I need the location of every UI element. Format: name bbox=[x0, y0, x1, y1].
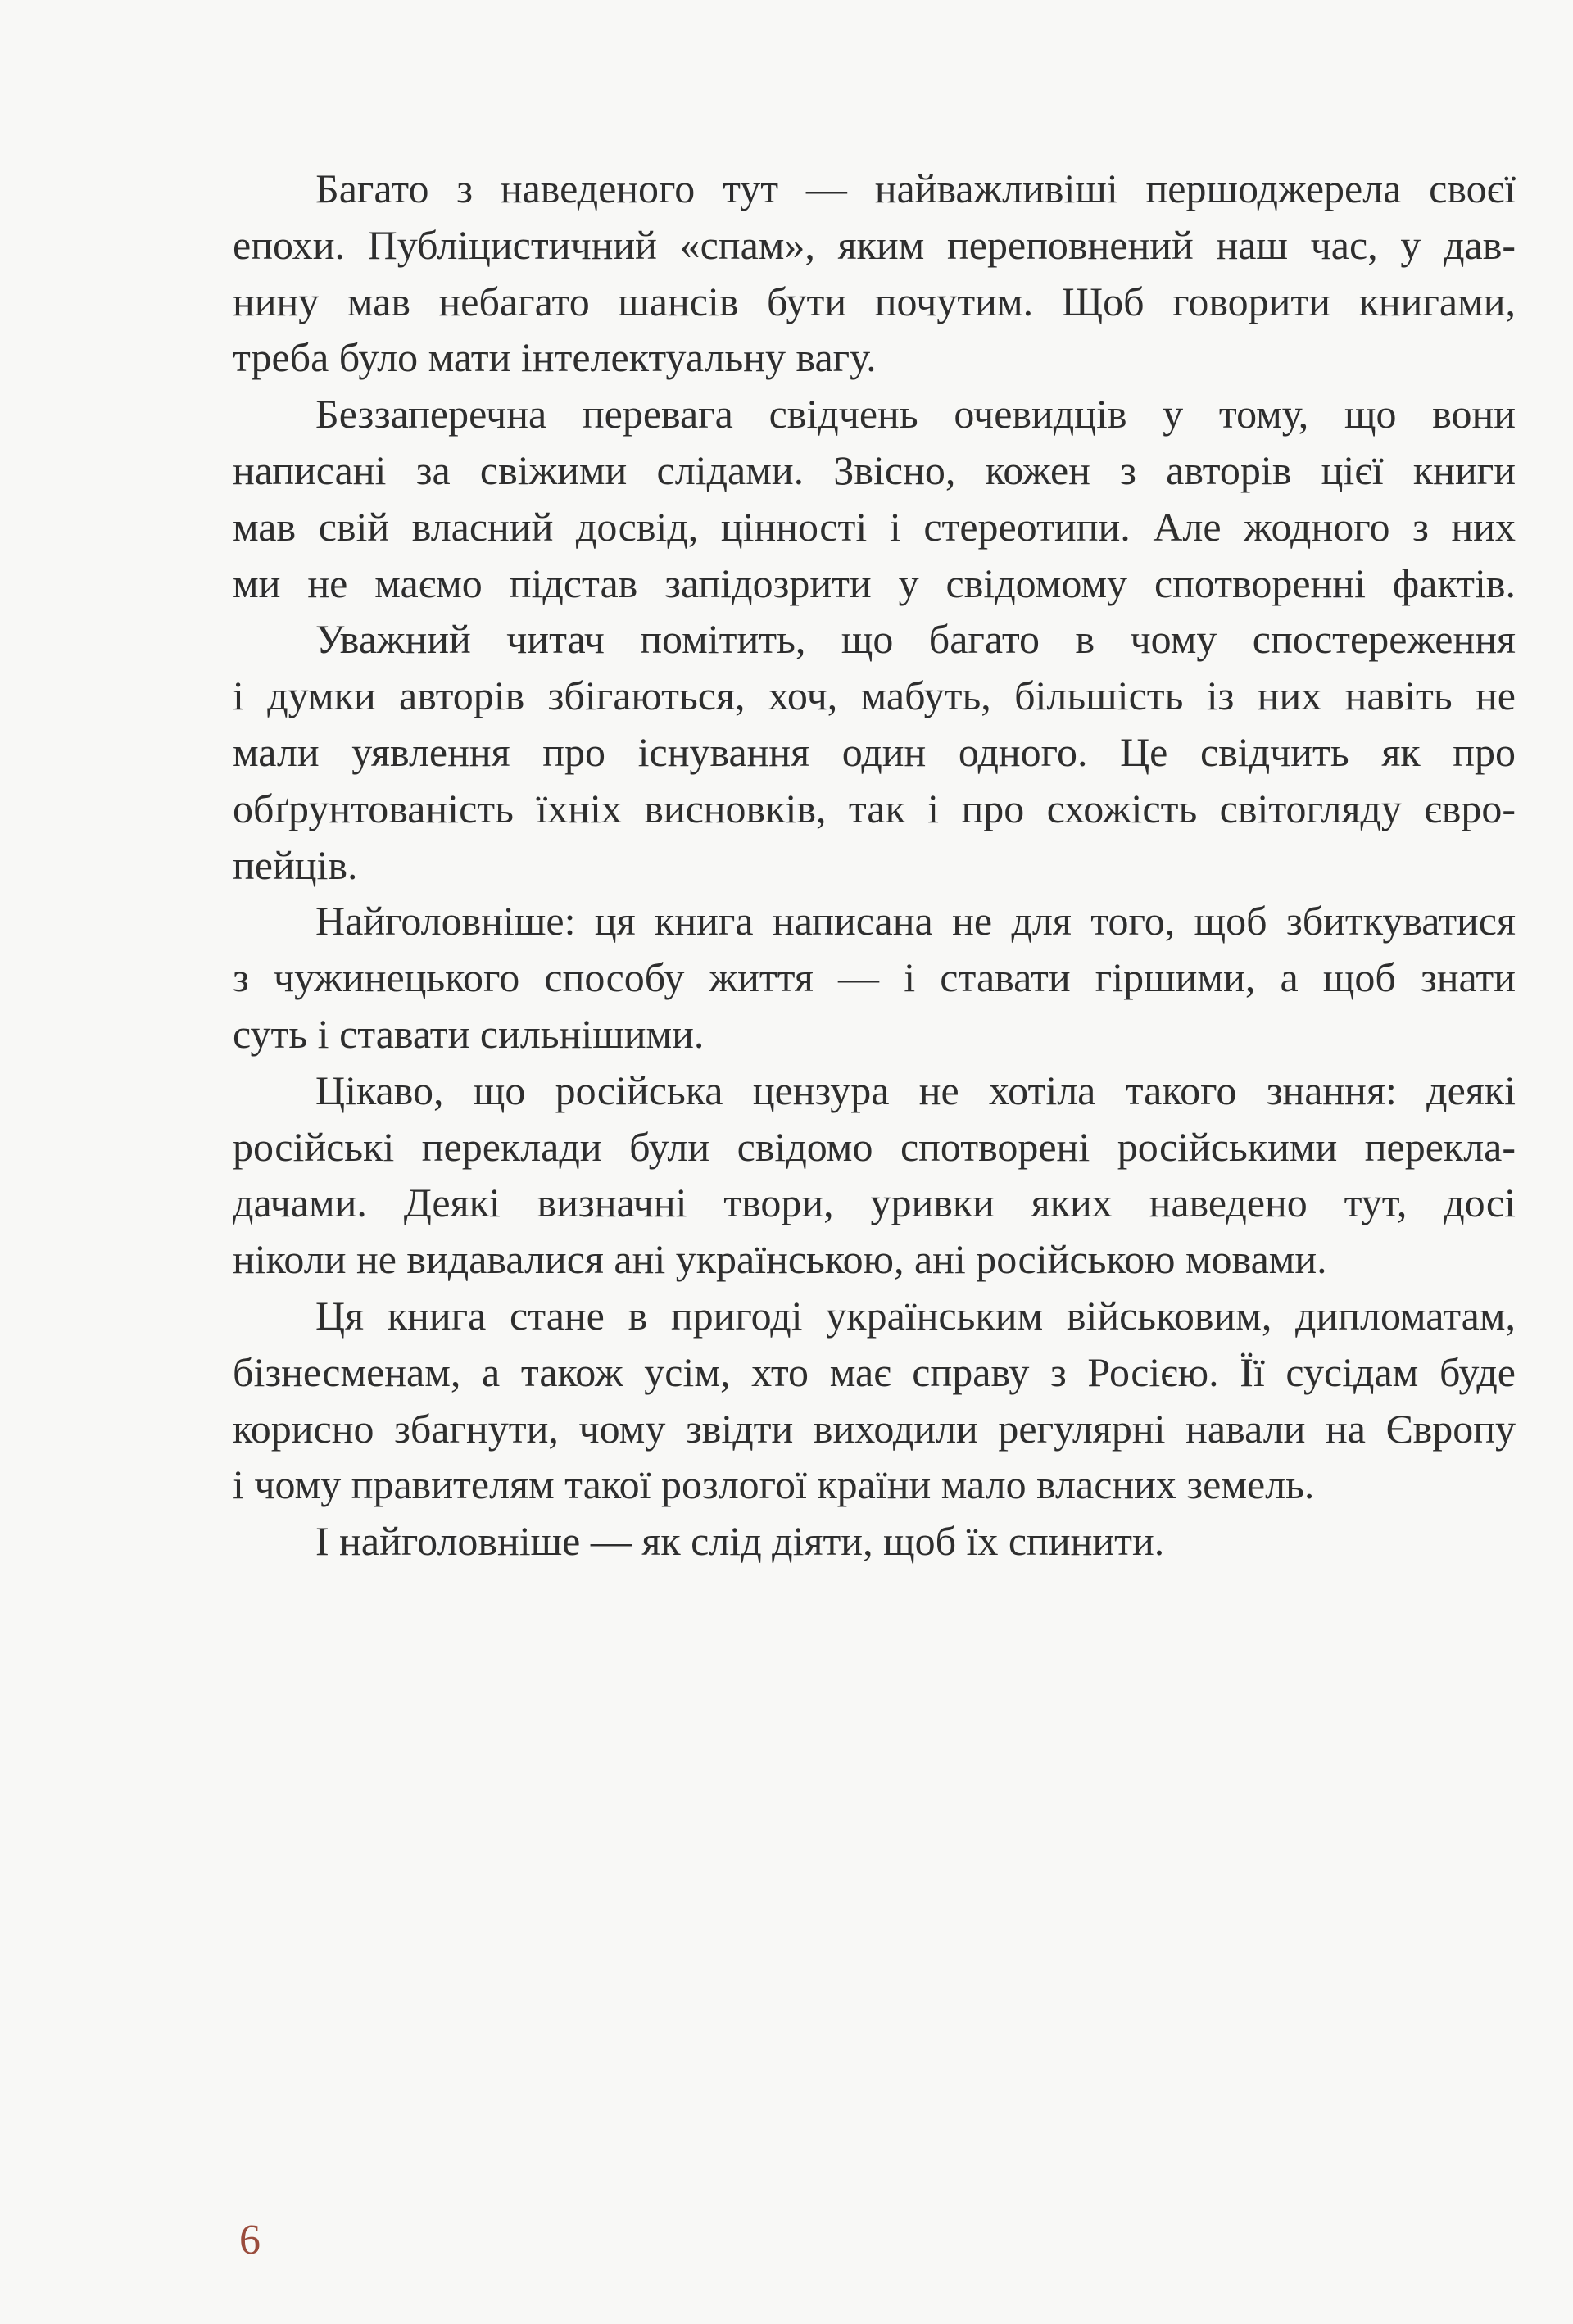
text-line: і чому правителям такої розлогої країни мало власних земель. bbox=[233, 1461, 1315, 1508]
text-line: пейців. bbox=[233, 841, 358, 888]
text-line: ми не маємо підстав запідозрити у свідомому спотворенні фактів. bbox=[233, 559, 1516, 606]
text-line: з чужинецького способу життя — і ставати гіршими, а щоб знати bbox=[233, 954, 1516, 1001]
text-line: обґрунтованість їхніх висновків, так і про схожість світогляду євро- bbox=[233, 785, 1516, 831]
text-line: треба було мати інтелектуальну вагу. bbox=[233, 334, 877, 381]
text-line: суть і ставати сильнішими. bbox=[233, 1010, 705, 1057]
text-line: корисно збагнути, чому звідти виходили регулярні навали на Європу bbox=[233, 1405, 1516, 1452]
text-line: російські переклади були свідомо спотворені російськими перекла- bbox=[233, 1123, 1516, 1170]
text-line: І найголовніше — як слід діяти, щоб їх спинити. bbox=[315, 1518, 1165, 1565]
paragraph bbox=[233, 893, 1516, 1062]
text-line: мав свій власний досвід, цінності і стереотипи. Але жодного з них bbox=[233, 503, 1516, 550]
paragraph bbox=[233, 611, 1516, 893]
body-text bbox=[233, 161, 1516, 1570]
paragraph bbox=[233, 1513, 1516, 1570]
text-line: мали уявлення про існування один одного. Це свідчить як про bbox=[233, 728, 1516, 775]
paragraph bbox=[233, 1062, 1516, 1288]
page-number: 6 bbox=[239, 2217, 261, 2263]
paragraph bbox=[233, 1288, 1516, 1513]
paragraph bbox=[233, 386, 1516, 611]
text-line: нину мав небагато шансів бути почутим. Щоб говорити книгами, bbox=[233, 278, 1516, 324]
text-line: бізнесменам, а також усім, хто має справу з Росією. Її сусідам буде bbox=[233, 1348, 1516, 1395]
text-line: ніколи не видавалися ані українською, ані російською мовами. bbox=[233, 1236, 1327, 1283]
text-line: Уважний читач помітить, що багато в чому спостереження bbox=[315, 616, 1516, 663]
text-line: епохи. Публіцистичний «спам», яким переповнений наш час, у дав- bbox=[233, 221, 1516, 268]
text-line: Беззаперечна перевага свідчень очевидців у тому, що вони bbox=[315, 391, 1516, 437]
text-line: дачами. Деякі визначні твори, уривки яких наведено тут, досі bbox=[233, 1180, 1516, 1226]
text-line: Цікаво, що російська цензура не хотіла такого знання: деякі bbox=[315, 1067, 1516, 1113]
text-line: Найголовніше: ця книга написана не для того, щоб збиткуватися bbox=[315, 898, 1516, 945]
text-line: і думки авторів збігаються, хоч, мабуть, більшість із них навіть не bbox=[233, 673, 1516, 719]
text-line: Багато з наведеного тут — найважливіші першоджерела своєї bbox=[315, 165, 1516, 211]
text-line: написані за свіжими слідами. Звісно, кожен з авторів цієї книги bbox=[233, 446, 1516, 493]
paragraph bbox=[233, 161, 1516, 386]
text-line: Ця книга стане в пригоді українським військовим, дипломатам, bbox=[315, 1292, 1516, 1339]
